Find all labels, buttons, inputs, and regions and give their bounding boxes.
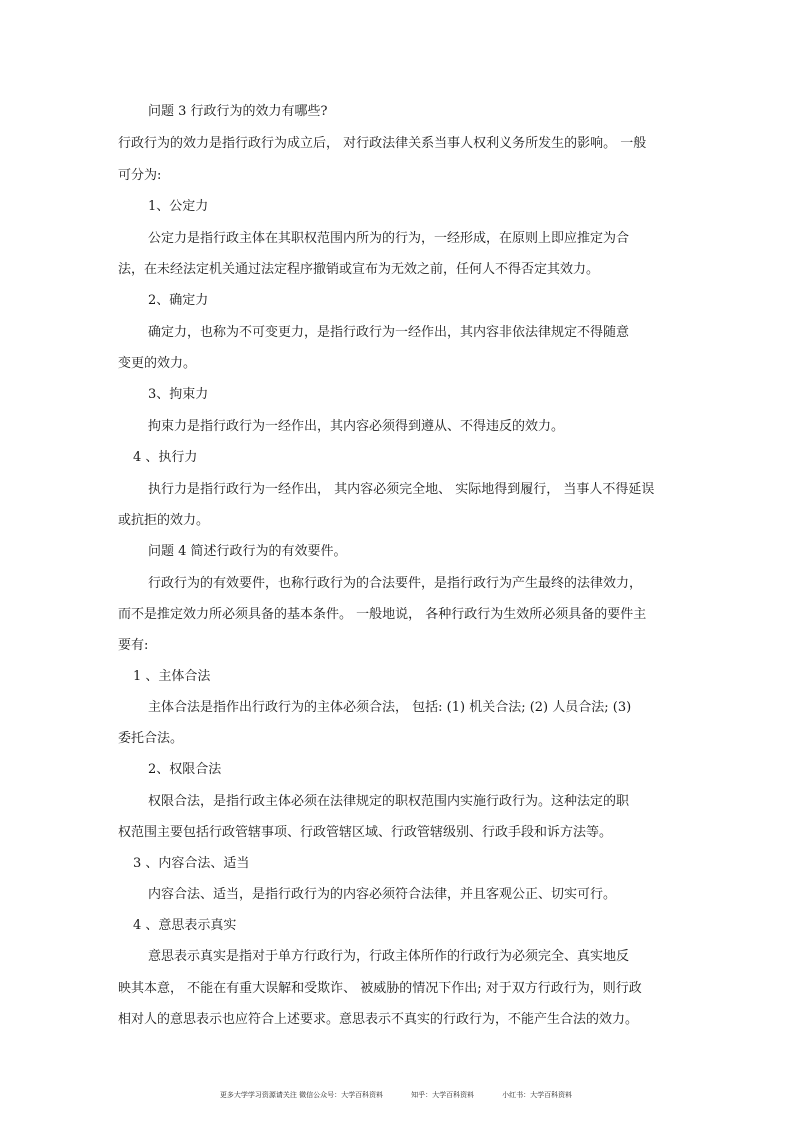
paragraph-line: 执行力是指行政行为一经作出， 其内容必须完全地、 实际地得到履行， 当事人不得延误 [148,482,655,497]
subheading-4: 4 、执行力 [133,450,198,465]
paragraph-line: 行政行为的效力是指行政行为成立后， 对行政法律关系当事人权利义务所发生的影响。 一般 [118,136,647,151]
paragraph-line: 权范围主要包括行政管辖事项、行政管辖区域、行政管辖级别、行政手段和诉方法等。 [118,825,613,840]
paragraph-line: 或抗拒的效力。 [118,513,210,528]
paragraph-line: 内容合法、适当，是指行政行为的内容必须符合法律，并且客观公正、切实可行。 [148,887,617,902]
paragraph-line: 而不是推定效力所必须具备的基本条件。 一般地说， 各种行政行为生效所必须具备的要件主 [118,607,647,622]
paragraph-line: 委托合法。 [118,731,184,746]
paragraph-line: 行政行为的有效要件，也称行政行为的合法要件，是指行政行为产生最终的法律效力， [148,576,643,591]
question-3-heading: 问题 3 行政行为的效力有哪些? [148,104,328,119]
subheading-1: 1 、主体合法 [133,669,211,684]
paragraph-line: 可分为: [118,168,162,183]
paragraph-line: 要有: [118,638,149,653]
subheading-4: 4 、意思表示真实 [133,918,237,933]
subheading-2: 2、确定力 [148,293,209,308]
page-footer [0,1090,792,1100]
paragraph-line: 确定力，也称为不可变更力，是指行政行为一经作出，其内容非依法律规定不得随意 [148,325,630,340]
footer-zhihu: 知乎：大学百科资料 [411,1091,475,1099]
paragraph-line: 变更的效力。 [118,356,197,371]
subheading-3: 3 、内容合法、适当 [133,856,250,871]
paragraph-line: 映其本意， 不能在有重大误解和受欺诈、 被威胁的情况下作出; 对于双方行政行为，则行政 [118,981,642,996]
paragraph-line: 主体合法是指作出行政行为的主体必须合法， 包括: (1) 机关合法; (2) 人员合法; (3) [148,700,632,715]
paragraph-line: 权限合法，是指行政主体必须在法律规定的职权范围内实施行政行为。这种法定的职 [148,794,630,809]
paragraph-line: 法，在未经法定机关通过法定程序撤销或宣布为无效之前，任何人不得否定其效力。 [118,262,600,277]
paragraph-line: 意思表示真实是指对于单方行政行为，行政主体所作的行政行为必须完全、真实地反 [148,949,630,964]
paragraph-line: 公定力是指行政主体在其职权范围内所为的行为，一经形成，在原则上即应推定为合 [148,231,630,246]
subheading-1: 1、公定力 [148,199,209,214]
footer-wechat: 更多大学学习资源请关注 微信公众号：大学百科资料 [219,1091,384,1099]
subheading-3: 3、拘束力 [148,387,209,402]
footer-xiaohongshu: 小红书：大学百科资料 [502,1091,573,1099]
question-4-heading: 问题 4 简述行政行为的有效要件。 [148,544,347,559]
subheading-2: 2、权限合法 [148,762,222,777]
paragraph-line: 相对人的意思表示也应符合上述要求。意思表示不真实的行政行为，不能产生合法的效力。 [118,1012,639,1027]
paragraph-line: 拘束力是指行政行为一经作出，其内容必须得到遵从、不得违反的效力。 [148,419,565,434]
